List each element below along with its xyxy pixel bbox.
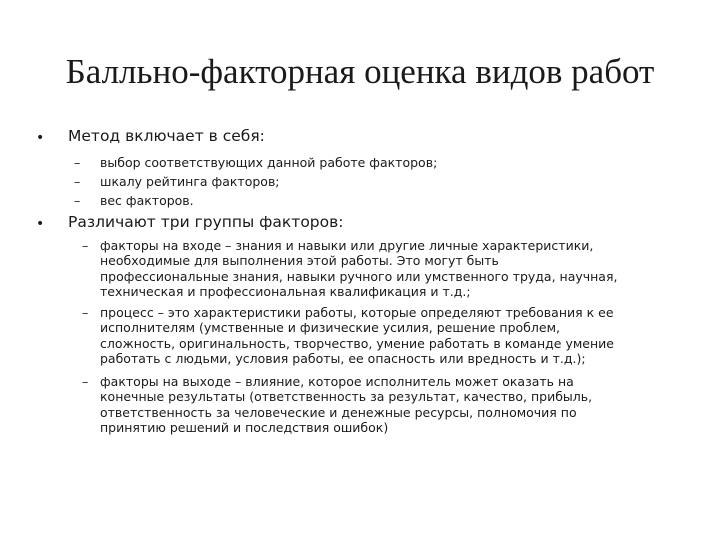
bullet-marker: • <box>36 216 45 232</box>
text-line: исполнителям (умственные и физические усилия, решение проблем, <box>100 320 560 336</box>
text-line: работать с людьми, условия работы, ее опасность или вредность и т.д.); <box>100 350 586 366</box>
text-line: факторы на выходе – влияние, которое исполнитель может оказать на <box>100 374 574 389</box>
bullet-marker: • <box>36 130 45 146</box>
sub-bullet-marker: – <box>82 374 89 389</box>
sub-bullet-marker: – <box>74 174 81 189</box>
sub-bullet-marker: – <box>74 193 81 208</box>
text-line: техническая и профессиональная квалификация и т.д.; <box>100 283 471 299</box>
text-line: конечные результаты (ответственность за результат, качество, прибыль, <box>100 389 593 405</box>
sub-bullet-text: вес факторов. <box>100 193 194 208</box>
text-line: профессиональные знания, навыки ручного или умственного труда, научная, <box>100 268 618 284</box>
sub-bullet-text-inputs <box>100 238 690 299</box>
text-line: сложность, оригинальность, творчество, умение работать в команде умение <box>100 335 614 351</box>
sub-bullet-text: выбор соответствующих данной работе факторов; <box>100 155 438 170</box>
bullet-text-groups: Различают три группы факторов: <box>68 213 344 231</box>
text-line: ответственность за человеческие и денежные ресурсы, полномочия по <box>100 404 577 420</box>
sub-bullet-text-process <box>100 305 690 366</box>
sub-bullet-text-outputs <box>100 374 690 435</box>
bullet-text-method: Метод включает в себя: <box>68 127 265 145</box>
text-line: необходимые для выполнения этой работы. Это могут быть <box>100 253 499 269</box>
text-line: факторы на входе – знания и навыки или другие личные характеристики, <box>100 238 594 253</box>
sub-bullet-marker: – <box>74 155 81 170</box>
slide-title: Балльно-факторная оценка видов работ <box>65 52 655 91</box>
text-line: принятию решений и последствия ошибок) <box>100 419 389 435</box>
sub-bullet-marker: – <box>82 238 89 253</box>
sub-bullet-text: шкалу рейтинга факторов; <box>100 174 280 189</box>
sub-bullet-marker: – <box>82 305 89 320</box>
text-line: процесс – это характеристики работы, которые определяют требования к ее <box>100 305 614 320</box>
